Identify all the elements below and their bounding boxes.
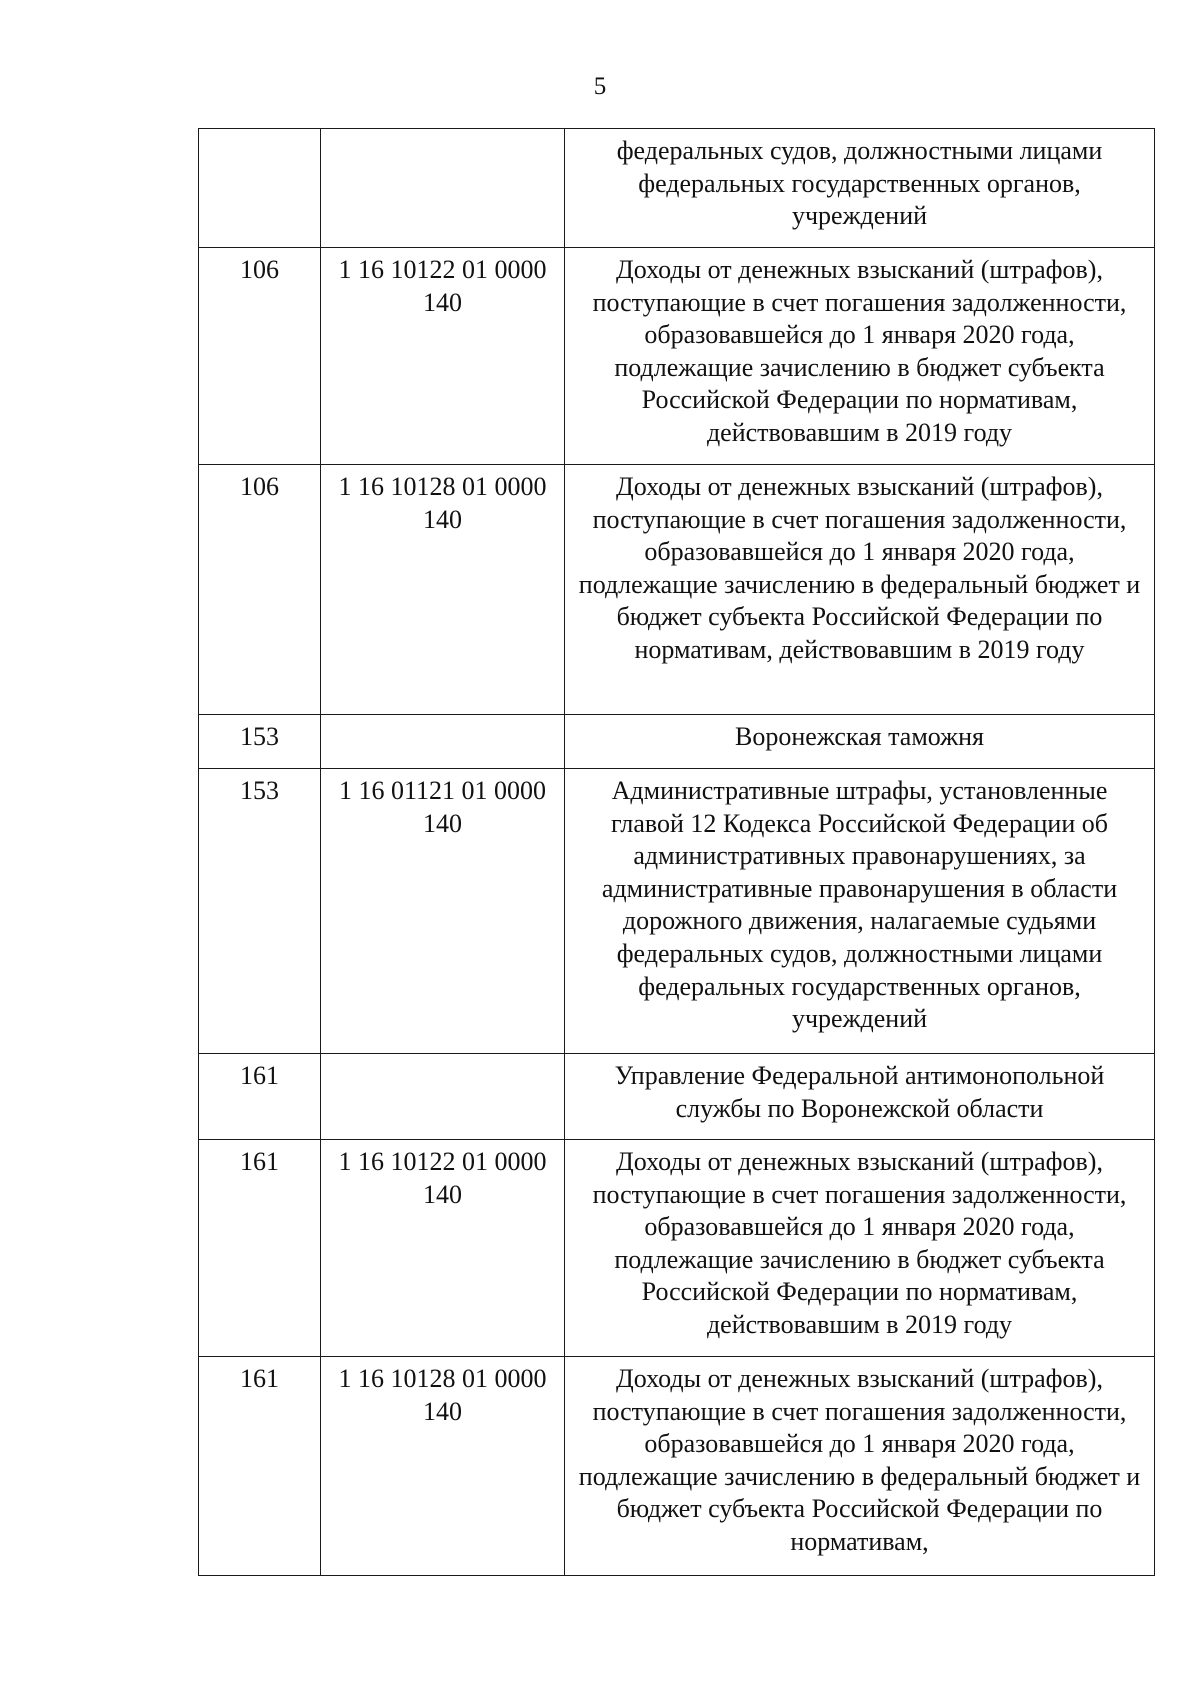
admin-code-cell: 106 [199, 465, 321, 715]
description-cell: Доходы от денежных взысканий (штрафов), поступающие в счет погашения задолженности, образовавшейся до 1 января 2020 года, подлежащие зачислению в федеральный бюджет и бюджет субъекта Российской Федерации по нормативам, действовавшим в 2019 году [565, 465, 1155, 715]
table-row [199, 1140, 1155, 1357]
description-cell: Воронежская таможня [565, 715, 1155, 769]
description-cell: Управление Федеральной антимонопольной службы по Воронежской области [565, 1054, 1155, 1140]
description-cell: Административные штрафы, установленные главой 12 Кодекса Российской Федерации об административных правонарушениях, за административные правонарушения в области дорожного движения, налагаемые судьями федеральных судов, должностными лицами федеральных государственных органов, учреждений [565, 769, 1155, 1054]
page-number: 5 [593, 73, 607, 100]
admin-code-cell: 161 [199, 1140, 321, 1357]
description-cell: Доходы от денежных взысканий (штрафов), поступающие в счет погашения задолженности, образовавшейся до 1 января 2020 года, подлежащие зачислению в бюджет субъекта Российской Федерации по нормативам, действовавшим в 2019 году [565, 248, 1155, 465]
table-row [199, 248, 1155, 465]
admin-code-cell: 161 [199, 1054, 321, 1140]
admin-code-cell: 106 [199, 248, 321, 465]
admin-code-cell [199, 129, 321, 248]
admin-code-cell: 161 [199, 1357, 321, 1576]
budget-code-cell: 1 16 10122 01 0000 140 [321, 248, 565, 465]
table-row [199, 769, 1155, 1054]
budget-code-cell: 1 16 10128 01 0000 140 [321, 1357, 565, 1576]
budget-code-cell: 1 16 10128 01 0000 140 [321, 465, 565, 715]
table-row [199, 1054, 1155, 1140]
description-cell: Доходы от денежных взысканий (штрафов), поступающие в счет погашения задолженности, образовавшейся до 1 января 2020 года, подлежащие зачислению в федеральный бюджет и бюджет субъекта Российской Федерации по нормативам, [565, 1357, 1155, 1576]
table-row [199, 1357, 1155, 1576]
description-cell: федеральных судов, должностными лицами федеральных государственных органов, учреждений [565, 129, 1155, 248]
admin-code-cell: 153 [199, 769, 321, 1054]
budget-code-cell [321, 129, 565, 248]
table-row [199, 715, 1155, 769]
table-row [199, 465, 1155, 715]
revenue-codes-table [198, 128, 1155, 1576]
table-row [199, 129, 1155, 248]
budget-code-cell: 1 16 10122 01 0000 140 [321, 1140, 565, 1357]
budget-code-cell [321, 715, 565, 769]
budget-code-cell [321, 1054, 565, 1140]
admin-code-cell: 153 [199, 715, 321, 769]
description-cell: Доходы от денежных взысканий (штрафов), поступающие в счет погашения задолженности, образовавшейся до 1 января 2020 года, подлежащие зачислению в бюджет субъекта Российской Федерации по нормативам, действовавшим в 2019 году [565, 1140, 1155, 1357]
budget-code-cell: 1 16 01121 01 0000 140 [321, 769, 565, 1054]
